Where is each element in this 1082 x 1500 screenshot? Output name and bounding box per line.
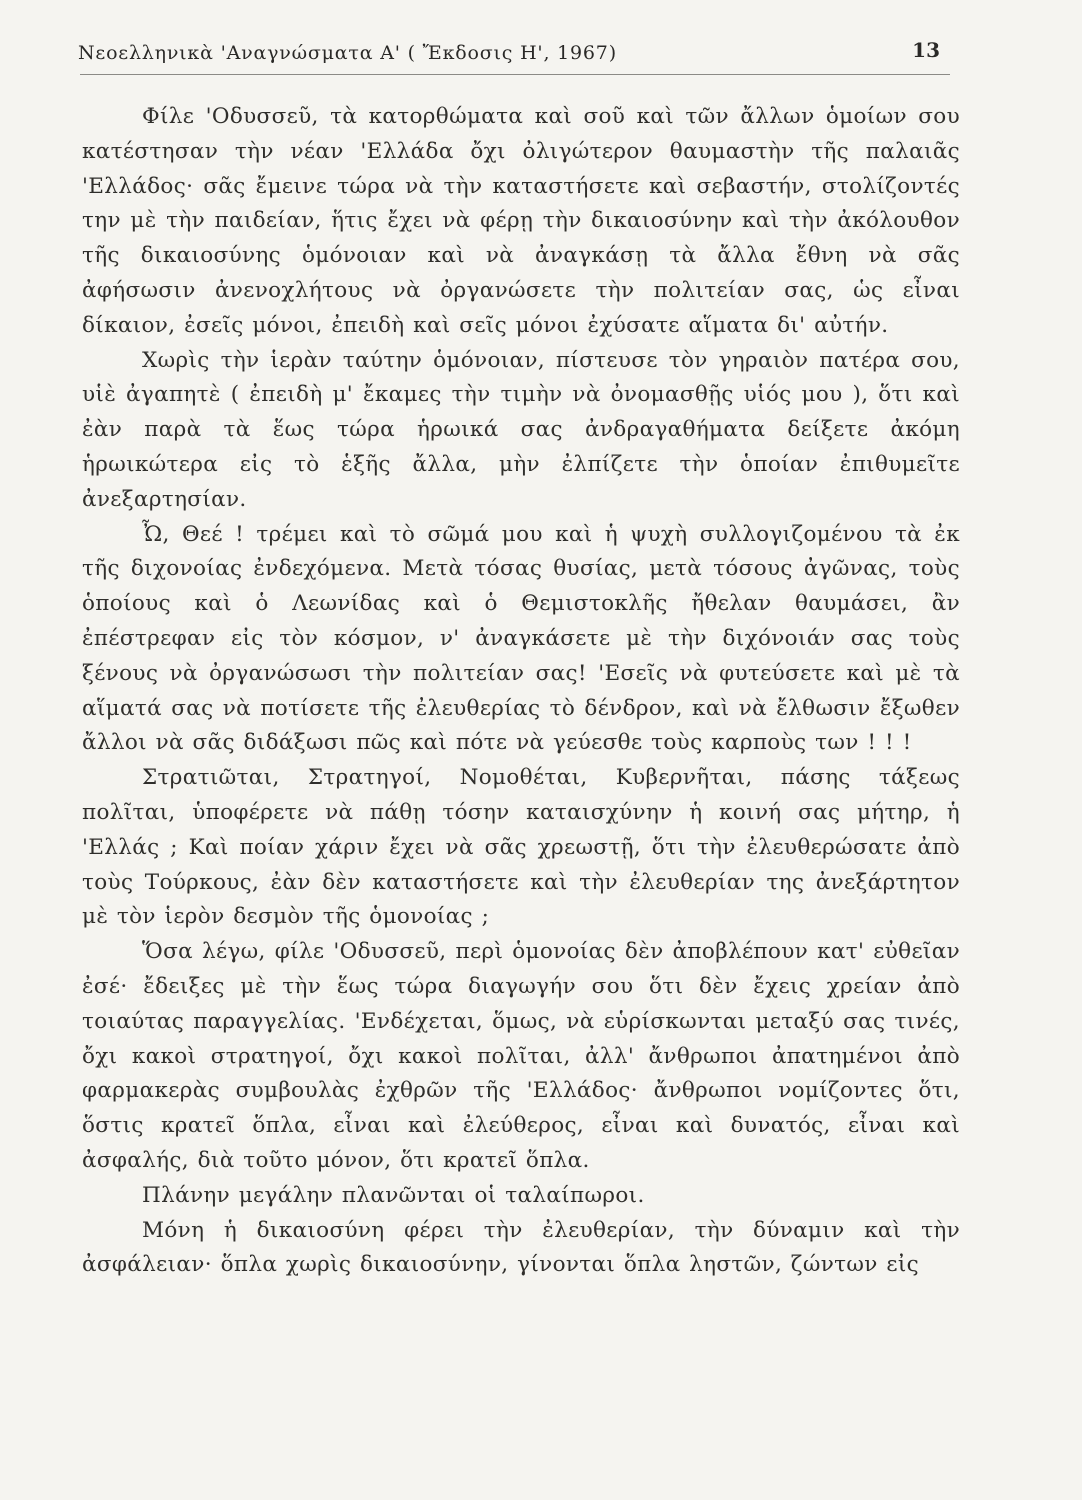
running-header: [78, 34, 958, 74]
paragraph: Φίλε 'Οδυσσεῦ, τὰ κατορθώματα καὶ σοῦ καὶ τῶν ἄλλων ὁμοίων σου κατέστησαν τὴν νέαν 'Ελλάδα ὄχι ὀλιγώτερον θαυμαστὴν τῆς παλαιᾶς 'Ελλάδος· σᾶς ἔμεινε τώρα νὰ τὴν καταστήσετε καὶ σεβαστήν, στολίζοντές την μὲ τὴν παιδείαν, ἥτις ἔχει νὰ φέρῃ τὴν δικαιοσύνην καὶ τὴν ἀκόλουθον τῆς δικαιοσύνης ὁμόνοιαν καὶ νὰ ἀναγκάσῃ τὰ ἄλλα ἔθνη νὰ σᾶς ἀφήσωσιν ἀνενοχλήτους νὰ ὀργανώσετε τὴν πολιτείαν σας, ὡς εἶναι δίκαιον, ἐσεῖς μόνοι, ἐπειδὴ καὶ σεῖς μόνοι ἐχύσατε αἵματα δι' αὐτήν.: [82, 104, 960, 338]
paragraph: Χωρὶς τὴν ἱερὰν ταύτην ὁμόνοιαν, πίστευσε τὸν γηραιὸν πατέρα σου, υἱὲ ἀγαπητὲ ( ἐπειδὴ μ' ἔκαμες τὴν τιμὴν νὰ ὀνομασθῇς υἱός μου ), ὅτι καὶ ἐὰν παρὰ τὰ ἕως τώρα ἡρωικά σας ἀνδραγαθήματα δείξετε ἀκόμη ἡρωικώτερα εἰς τὸ ἑξῆς ἄλλα, μὴν ἐλπίζετε τὴν ὁποίαν ἐπιθυμεῖτε ἀνεξαρτησίαν.: [82, 347, 960, 512]
header-title: Νεοελληνικὰ 'Αναγνώσματα Α' ( Ἔκδοσις Η', 1967): [78, 42, 617, 64]
paragraph: Μόνη ἡ δικαιοσύνη φέρει τὴν ἐλευθερίαν, τὴν δύναμιν καὶ τὴν ἀσφάλειαν· ὅπλα χωρὶς δικαιοσύνην, γίνονται ὅπλα ληστῶν, ζώντων εἰς: [82, 1217, 960, 1278]
page-number: 13: [912, 38, 940, 62]
paragraph: Στρατιῶται, Στρατηγοί, Νομοθέται, Κυβερνῆται, πάσης τάξεως πολῖται, ὑποφέρετε νὰ πάθῃ τόσην καταισχύνην ἡ κοινή σας μήτηρ, ἡ 'Ελλάς ; Καὶ ποίαν χάριν ἔχει νὰ σᾶς χρεωστῇ, ὅτι τὴν ἐλευθερώσατε ἀπὸ τοὺς Τούρκους, ἐὰν δὲν καταστήσετε καὶ τὴν ἐλευθερίαν της ἀνεξάρτητον μὲ τὸν ἱερὸν δεσμὸν τῆς ὁμονοίας ;: [82, 765, 960, 930]
header-rule: [80, 74, 950, 75]
paragraph: Ὅσα λέγω, φίλε 'Οδυσσεῦ, περὶ ὁμονοίας δὲν ἀποβλέπουν κατ' εὐθεῖαν ἐσέ· ἔδειξες μὲ τὴν ἕως τώρα διαγωγήν σου ὅτι δὲν ἔχεις χρείαν ἀπὸ τοιαύτας παραγγελίας. 'Ενδέχεται, ὅμως, νὰ εὑρίσκωνται μεταξύ σας τινές, ὄχι κακοὶ στρατηγοί, ὄχι κακοὶ πολῖται, ἀλλ' ἄνθρωποι ἀπατημένοι ἀπὸ φαρμακερὰς συμβουλὰς ἐχθρῶν τῆς 'Ελλάδος· ἄνθρωποι νομίζοντες ὅτι, ὅστις κρατεῖ ὅπλα, εἶναι καὶ ἐλεύθερος, εἶναι καὶ δυνατός, εἶναι καὶ ἀσφαλής, διὰ τοῦτο μόνον, ὅτι κρατεῖ ὅπλα.: [82, 939, 960, 1173]
body-text: [82, 100, 960, 1283]
paragraph: Πλάνην μεγάλην πλανῶνται οἱ ταλαίπωροι.: [142, 1182, 645, 1208]
paragraph: Ὦ, Θεέ ! τρέμει καὶ τὸ σῶμά μου καὶ ἡ ψυχὴ συλλογιζομένου τὰ ἐκ τῆς διχονοίας ἐνδεχόμενα. Μετὰ τόσας θυσίας, μετὰ τόσους ἀγῶνας, τοὺς ὁποίους καὶ ὁ Λεωνίδας καὶ ὁ Θεμιστοκλῆς ἤθελαν θαυμάσει, ἂν ἐπέστρεφαν εἰς τὸν κόσμον, ν' ἀναγκάσετε μὲ τὴν διχόνοιάν σας τοὺς ξένους νὰ ὀργανώσωσι τὴν πολιτείαν σας! 'Εσεῖς νὰ φυτεύσετε καὶ μὲ τὰ αἵματά σας νὰ ποτίσετε τῆς ἐλευθερίας τὸ δένδρον, καὶ νὰ ἔλθωσιν ἔξωθεν ἄλλοι νὰ σᾶς διδάξωσι πῶς καὶ πότε νὰ γεύεσθε τοὺς καρποὺς των ! ! !: [82, 521, 960, 756]
